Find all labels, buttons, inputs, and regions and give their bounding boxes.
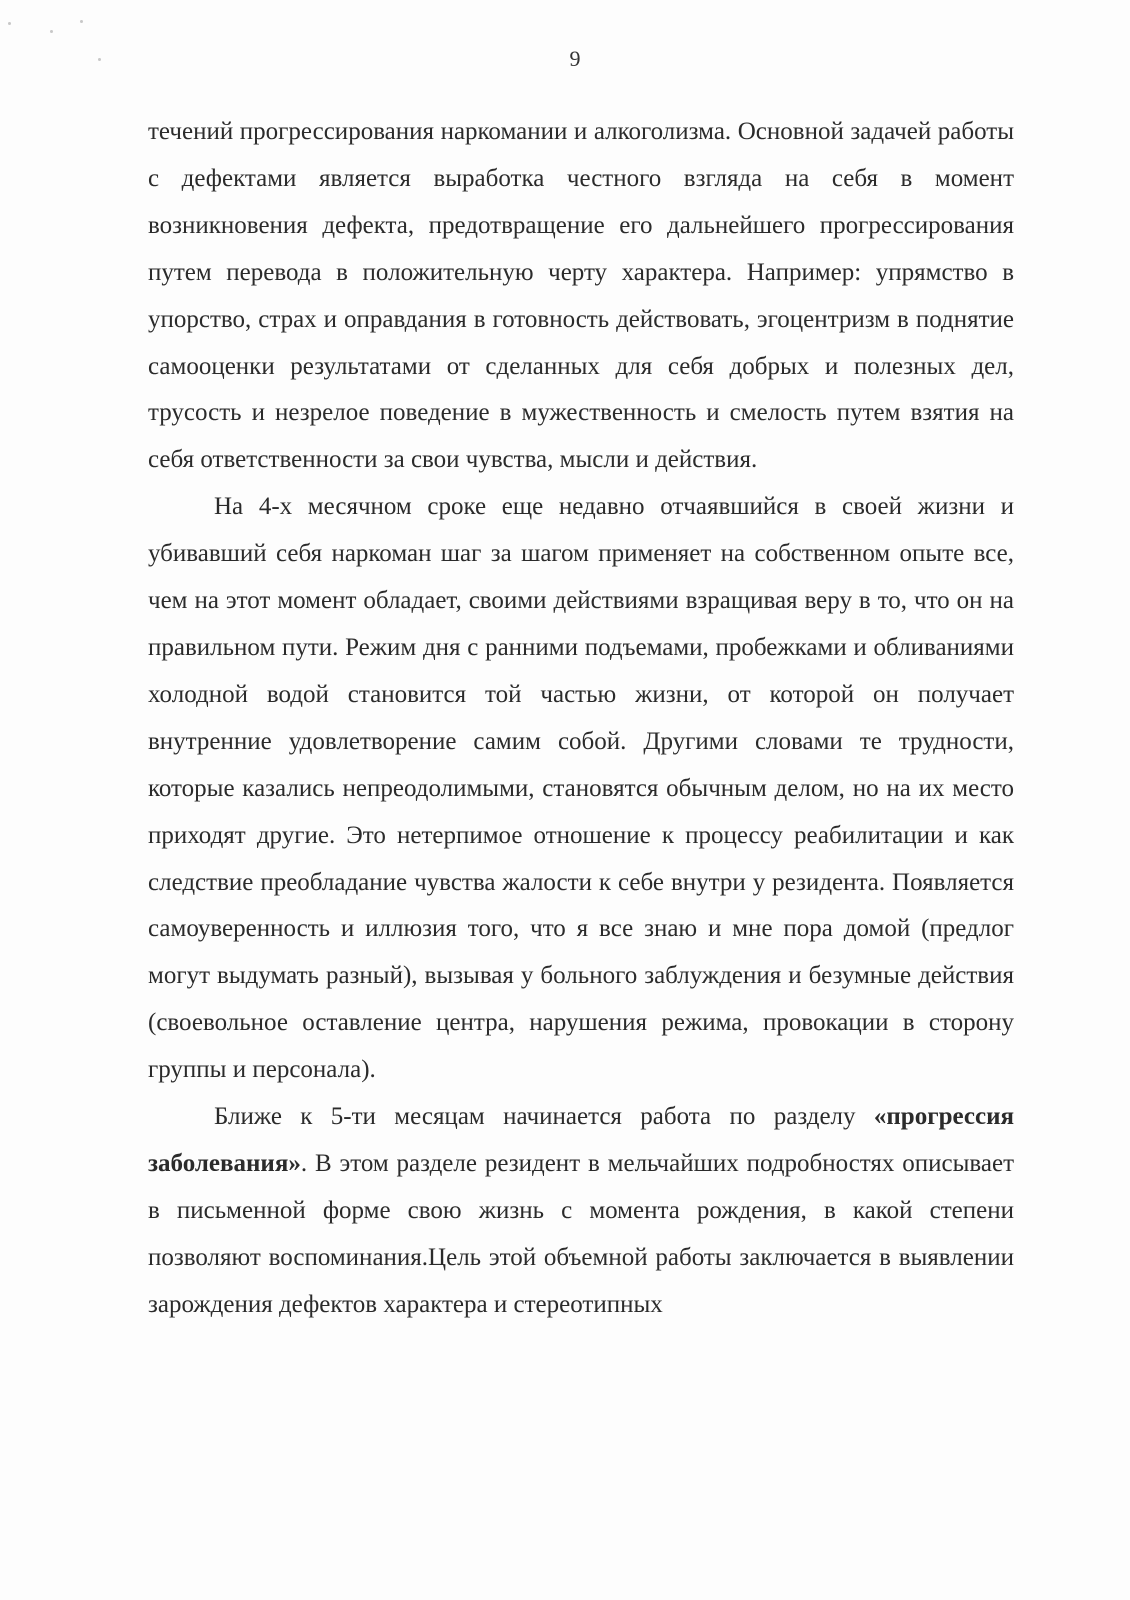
paragraph-1 <box>148 109 1014 484</box>
paragraph-text: течений прогрессирования наркомании и алкоголизма. Основной задачей работы с дефектами является выработка честного взгляда на себя в момент возникновения дефекта, предотвращение его дальнейшего прогрессирования путем перевода в положительную черту характера. Например: упрямство в упорство, страх и оправдания в готовность действовать, эгоцентризм в поднятие самооценки результатами от сделанных для себя добрых и полезных дел, трусость и незрелое поведение в мужественность и смелость путем взятия на себя ответственности за свои чувства, мысли и действия. <box>148 118 1014 474</box>
scan-speck <box>80 20 83 23</box>
page-number: 9 <box>569 46 581 71</box>
scan-speck <box>50 30 53 33</box>
paragraph-text: . В этом разделе резидент в мельчайших подробностях описывает в письменной форме свою жизнь с момента рождения, в какой степени позволяют воспоминания.Цель этой объемной работы заключается в выявлении зарождения дефектов характера и стереотипных <box>148 1149 1014 1318</box>
paragraph-text: На 4-х месячном сроке еще недавно отчаявшийся в своей жизни и убивавший себя наркоман шаг за шагом применяет на собственном опыте все, чем на этот момент обладает, своими действиями взращивая веру в то, что он на правильном пути. Режим дня с ранними подъемами, пробежками и обливаниями холодной водой становится той частью жизни, от которой он получает внутренние удовлетворение самим собой. Другими словами те трудности, которые казались непреодолимыми, становятся обычным делом, но на их место приходят другие. Это нетерпимое отношение к процессу реабилитации и как следствие преобладание чувства жалости к себе внутри у резидента. Появляется самоуверенность и иллюзия того, что я все знаю и мне пора домой (предлог могут выдумать разный), вызывая у больного заблуждения и безумные действия (своевольное оставление центра, нарушения режима, провокации в сторону группы и персонала). <box>148 493 1014 1084</box>
paragraph-text: Ближе к 5-ти месяцам начинается работа по разделу <box>214 1103 874 1131</box>
paragraph-2 <box>148 484 1014 1094</box>
paragraph-3 <box>148 1094 1014 1329</box>
scan-speck <box>8 22 11 25</box>
body-text <box>148 109 1014 1329</box>
bold-term: «прогрессия заболевания» <box>148 1103 1014 1177</box>
